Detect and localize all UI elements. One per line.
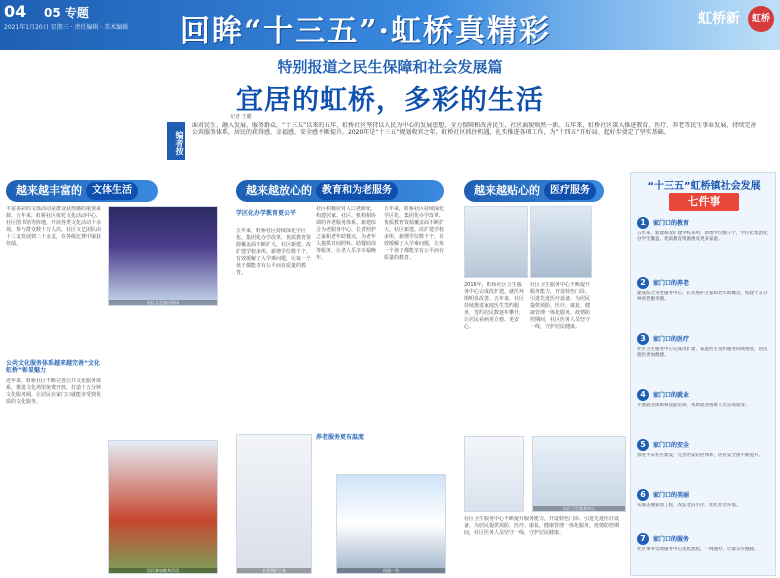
- section-head-medical: [464, 180, 604, 202]
- section-head-highlight: 教育和为老服务: [316, 182, 398, 200]
- photo-care-home: [236, 434, 312, 574]
- section-head-highlight: 医疗服务: [544, 182, 596, 200]
- date-line: 2021年1月20日 星期三 · 责任编辑 · 美术编辑: [4, 24, 129, 31]
- photo-caption: 居民参加健身活动: [109, 568, 217, 573]
- sidebar-seven-things: [630, 172, 776, 576]
- education-text-3: 五年来，虹桥社区持续深化学区化、集团化办学改革，优质教育资源覆盖面不断扩大。社区新建、改扩建学校多所，新增学位数千个，有效缓解了入学难问题，让每一个孩子都能享有公平而有质量的教育。: [384, 206, 445, 261]
- section-head-culture: [6, 180, 158, 202]
- item-body: 社区事务受理服务中心优化流程，一网通办，让群众少跑腿。: [637, 547, 759, 552]
- medical-text-c: 社区卫生服务中心不断提升服务能力，开设特色门诊，引进先进医疗设备，为居民提供预防、医疗、康复、健康管理一体化服务。疫情防控期间，社区医务人员坚守一线，守护居民健康。: [464, 516, 620, 536]
- item-title: 家门口的安全: [653, 442, 690, 449]
- editor-note-tag: 编者按: [167, 122, 185, 160]
- byline: 记者 王璐: [230, 114, 252, 120]
- item-number: 1: [637, 217, 649, 229]
- list-item: [637, 389, 771, 435]
- photo-caption: 社区文艺演出现场: [109, 300, 217, 305]
- item-title: 家门口的医疗: [653, 336, 690, 343]
- list-item: [637, 533, 771, 573]
- banner-title: 回眸“十三五”·虹桥真精彩: [180, 14, 551, 49]
- photo-caption: 社区卫生服务中心: [533, 506, 625, 511]
- item-body: 建成综合为老服务中心、长者照护之家和老年助餐点，构建十五分钟养老服务圈。: [637, 291, 768, 302]
- logo-badge: 虹桥: [748, 6, 774, 32]
- culture-subhead: 公共文化服务体系越来越完善“文化虹桥”彰显魅力: [6, 360, 100, 374]
- section-head-lead: 越来越贴心的: [474, 184, 540, 197]
- medical-text-a: 2016年，虹桥社区卫生服务中心完成改扩建，就医环境明显改善。五年来，社区持续推进家庭医生签约服务，签约居民数逐年攀升，让居民看病更方便、更安心。: [464, 282, 525, 330]
- list-item: [637, 277, 771, 329]
- item-title: 家门口的养老: [653, 280, 690, 287]
- education-text-2: 社区积极应对人口老龄化，构建居家、社区、机构相协调的养老服务体系。新建综合为老服务中心、长者照护之家和老年助餐点，为老年人提供日间照料、助餐助浴等服务，让老人乐享幸福晚年。: [316, 206, 377, 261]
- item-number: 4: [637, 389, 649, 401]
- photo-caption: 校园一角: [337, 568, 445, 573]
- photo-doctor: [464, 436, 524, 512]
- section-head-education: [236, 180, 444, 202]
- logo-text: 虹桥新: [698, 11, 740, 27]
- photo-checkup: [532, 436, 626, 512]
- item-body: 实施美丽家园工程，改造老旧小区，优化社区环境。: [637, 503, 741, 508]
- elderly-subhead: 养老服务更有温度: [316, 434, 365, 441]
- section-head-highlight: 文体生活: [86, 182, 138, 200]
- masthead: [0, 0, 780, 50]
- education-text: 五年来，虹桥社区持续深化学区化、集团化办学改革，优质教育资源覆盖面不断扩大。社区新建、改扩建学校多所，新增学位数千个，有效缓解了入学难问题，让每一个孩子都能享有公平而有质量的教育。: [236, 228, 312, 276]
- photo-fitness: [108, 440, 218, 574]
- photo-school: [336, 474, 446, 574]
- list-item: [637, 217, 771, 273]
- education-subhead: 学区化办学教育更公平: [236, 210, 297, 217]
- item-title: 家门口的美丽: [653, 492, 690, 499]
- item-number: 3: [637, 333, 649, 345]
- page-number: 04: [4, 2, 27, 21]
- item-number: 7: [637, 533, 649, 545]
- section-head-lead: 越来越放心的: [246, 184, 312, 197]
- intro-paragraph: 面对民生、融入发展、服务群众，“十三五”以来的五年，虹桥社区坚持以人民为中心的发展思想，全力保障和改善民生，社区面貌焕然一新。五年来，虹桥社区深入推进教育、医疗、养老等民生事业发展，持续完善公共服务体系，居民的获得感、幸福感、安全感不断提升。2020年是“十三五”规划收官之年，虹桥社区抓住机遇，扎实推进各项工作，为“十四五”开好局、起好步奠定了坚实基础。: [192, 122, 757, 136]
- photo-clinic-1: [464, 206, 528, 278]
- item-number: 2: [637, 277, 649, 289]
- item-title: 家门口的教育: [653, 220, 690, 227]
- page-title: 宜居的虹桥，多彩的生活: [236, 85, 544, 116]
- item-number: 5: [637, 439, 649, 451]
- photo-performance: [108, 206, 218, 306]
- sidebar-badge: 七件事: [669, 193, 739, 211]
- photo-clinic-2: [530, 206, 592, 278]
- item-title: 家门口的服务: [653, 536, 690, 543]
- item-title: 家门口的就业: [653, 392, 690, 399]
- medical-text-b: 社区卫生服务中心不断提升服务能力，开设特色门诊，引进先进医疗设备，为居民提供预防、医疗、康复、健康管理一体化服务。疫情防控期间，社区医务人员坚守一线，守护居民健康。: [530, 282, 591, 330]
- photo-caption: 长者照护之家: [237, 568, 311, 573]
- list-item: [637, 333, 771, 385]
- item-body: 开展就业援助和技能培训，帮助就业困难人员实现就业。: [637, 403, 750, 408]
- sidebar-title: “十三五”虹桥镇社会发展: [647, 181, 761, 192]
- item-body: 五年来，新建和改扩建学校多所，新增学位数千个，学区化集团化办学全覆盖，优质教育资源惠及更多家庭。: [637, 231, 768, 242]
- list-item: [637, 489, 771, 529]
- section-label: 05 专题: [44, 6, 89, 20]
- page-subtitle: 特别报道之民生保障和社会发展篇: [277, 58, 503, 76]
- item-body: 社区卫生服务中心完成改扩建，家庭医生签约服务持续推进，居民就医更加便捷。: [637, 347, 768, 358]
- item-body: 推进平安社区建设，完善治安防控体系，居民安全感不断提升。: [637, 453, 763, 458]
- list-item: [637, 439, 771, 485]
- item-number: 6: [637, 489, 649, 501]
- culture-text-b: 近年来，虹桥社区不断完善公共文化服务体系，推进文化场馆免费开放，打造十五分钟文化服务圈，让居民在家门口就能享受到优质的文化服务。: [6, 378, 102, 405]
- culture-text-a: 丰富多彩的文体活动是群众获得感的重要来源。五年来，虹桥社区依托文化活动中心、社区图书馆等阵地，开展各类文化活动千余场，参与群众数十万人次。社区文艺团队由十三支发展到二十余支，在各级比赛中屡获佳绩。: [6, 206, 102, 247]
- section-head-lead: 越来越丰富的: [16, 184, 82, 197]
